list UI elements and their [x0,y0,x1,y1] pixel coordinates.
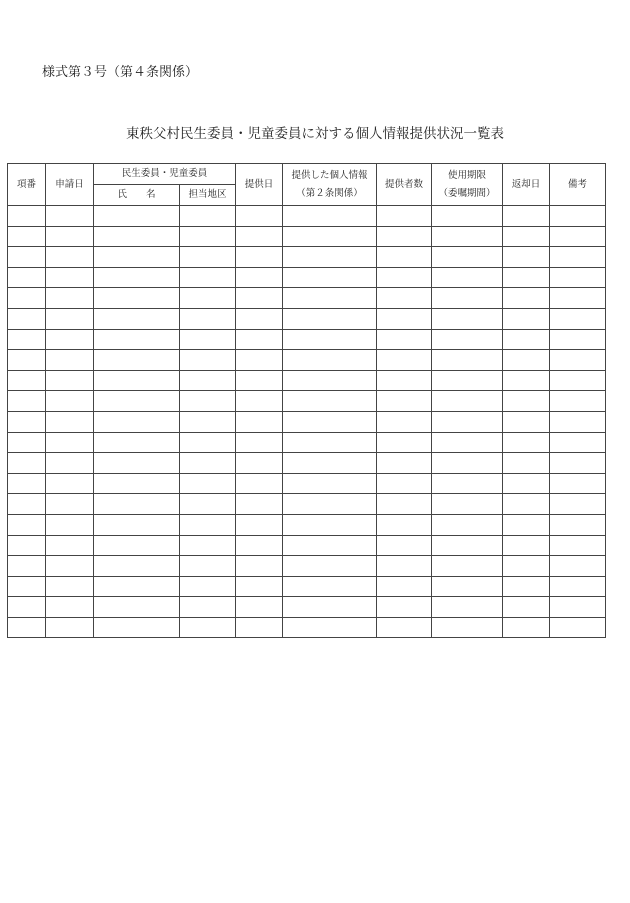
table-cell [377,453,432,474]
table-cell [8,576,46,597]
table-cell [432,535,503,556]
table-cell [283,370,377,391]
table-cell [432,556,503,577]
table-cell [8,453,46,474]
table-cell [94,617,180,638]
table-cell [236,370,283,391]
table-cell [503,617,550,638]
table-cell [236,329,283,350]
table-cell [180,329,236,350]
table-cell [236,288,283,309]
table-cell [283,576,377,597]
table-body [8,206,606,638]
table-cell [283,308,377,329]
table-cell [94,267,180,288]
header-remarks: 備考 [550,164,606,206]
table-cell [550,514,606,535]
table-cell [236,597,283,618]
table-cell [550,432,606,453]
table-cell [377,514,432,535]
table-cell [8,391,46,412]
table-cell [180,597,236,618]
table-cell [46,453,94,474]
table-cell [94,597,180,618]
table-cell [180,308,236,329]
table-cell [377,576,432,597]
table-cell [46,411,94,432]
table-cell [94,411,180,432]
table-cell [377,288,432,309]
table-cell [432,226,503,247]
table-cell [46,535,94,556]
table-cell [46,329,94,350]
table-cell [180,576,236,597]
header-district: 担当地区 [180,185,236,206]
table-cell [236,247,283,268]
table-cell [503,535,550,556]
table-cell [46,288,94,309]
table-cell [8,267,46,288]
table-cell [503,288,550,309]
table-cell [46,226,94,247]
table-cell [432,473,503,494]
table-cell [283,288,377,309]
table-cell [8,432,46,453]
table-cell [432,350,503,371]
table-cell [432,576,503,597]
table-cell [550,391,606,412]
table-cell [550,370,606,391]
table-cell [503,597,550,618]
header-application-date: 申請日 [46,164,94,206]
table-cell [180,617,236,638]
table-cell [46,206,94,227]
table-cell [180,411,236,432]
table-cell [180,432,236,453]
table-cell [236,576,283,597]
table-cell [8,556,46,577]
table-row [8,206,606,227]
table-cell [180,494,236,515]
table-cell [550,247,606,268]
table-cell [550,556,606,577]
table-cell [432,288,503,309]
table-cell [283,494,377,515]
table-cell [432,329,503,350]
table-cell [503,391,550,412]
table-cell [550,576,606,597]
table-row [8,267,606,288]
table-cell [236,267,283,288]
table-cell [8,514,46,535]
table-cell [503,206,550,227]
table-cell [94,576,180,597]
table-cell [503,453,550,474]
table-cell [377,350,432,371]
table-cell [236,473,283,494]
table-cell [503,308,550,329]
table-cell [550,617,606,638]
table-row [8,535,606,556]
table-cell [8,535,46,556]
table-cell [283,432,377,453]
header-provision-date: 提供日 [236,164,283,206]
table-cell [432,432,503,453]
table-cell [377,411,432,432]
table-cell [377,329,432,350]
table-cell [432,206,503,227]
table-cell [377,267,432,288]
table-cell [8,288,46,309]
table-cell [377,206,432,227]
table-cell [283,514,377,535]
table-cell [46,514,94,535]
table-row [8,308,606,329]
table-cell [180,370,236,391]
table-row [8,576,606,597]
table-cell [377,494,432,515]
table-cell [432,597,503,618]
table-cell [8,226,46,247]
table-cell [94,308,180,329]
table-cell [180,514,236,535]
table-cell [180,267,236,288]
table-cell [46,473,94,494]
table-cell [8,329,46,350]
table-cell [377,226,432,247]
table-cell [377,535,432,556]
table-cell [94,556,180,577]
table-cell [180,350,236,371]
table-cell [180,473,236,494]
table-cell [180,556,236,577]
table-cell [377,370,432,391]
table-cell [432,267,503,288]
table-cell [377,597,432,618]
table-cell [180,226,236,247]
table-cell [377,617,432,638]
table-cell [94,350,180,371]
table-cell [432,453,503,474]
provision-status-table [7,163,606,638]
header-item-no: 項番 [8,164,46,206]
table-header-row [8,164,606,185]
table-row [8,247,606,268]
table-cell [503,329,550,350]
table-cell [503,494,550,515]
table-row [8,556,606,577]
table-cell [8,370,46,391]
table-cell [503,556,550,577]
table-cell [236,494,283,515]
table-cell [180,535,236,556]
table-cell [283,617,377,638]
table-row [8,329,606,350]
table-cell [236,206,283,227]
table-cell [94,370,180,391]
table-cell [46,617,94,638]
table-cell [46,267,94,288]
table-cell [432,370,503,391]
table-cell [550,308,606,329]
table-cell [377,308,432,329]
table-cell [94,535,180,556]
table-cell [236,514,283,535]
table-cell [236,411,283,432]
header-usage-period-line2: （委嘱期間） [438,187,496,199]
table-cell [432,494,503,515]
table-row [8,391,606,412]
table-cell [503,576,550,597]
table-cell [503,226,550,247]
table-cell [283,556,377,577]
table-row [8,411,606,432]
table-cell [283,597,377,618]
table-cell [550,494,606,515]
table-cell [236,391,283,412]
table-cell [46,576,94,597]
table-cell [503,267,550,288]
table-cell [180,206,236,227]
table-cell [283,411,377,432]
table-row [8,432,606,453]
table-cell [503,411,550,432]
table-cell [377,391,432,412]
table-cell [180,453,236,474]
table-cell [8,494,46,515]
table-cell [94,473,180,494]
table-row [8,453,606,474]
table-cell [283,206,377,227]
table-row [8,494,606,515]
table-cell [432,391,503,412]
header-commissioner-group: 民生委員・児童委員 [94,164,236,185]
table-cell [550,350,606,371]
table-cell [46,370,94,391]
table-cell [283,453,377,474]
table-cell [550,288,606,309]
table-cell [432,411,503,432]
table-cell [377,432,432,453]
table-cell [283,350,377,371]
table-cell [8,308,46,329]
table-cell [550,206,606,227]
table-cell [236,350,283,371]
header-usage-period [432,164,503,206]
table-cell [236,556,283,577]
table-row [8,288,606,309]
table-cell [503,370,550,391]
table-cell [236,453,283,474]
table-cell [94,226,180,247]
table-cell [46,494,94,515]
table-cell [236,617,283,638]
table-cell [236,308,283,329]
table-cell [8,247,46,268]
table-cell [377,247,432,268]
header-return-date: 返却日 [503,164,550,206]
table-cell [94,329,180,350]
table-cell [550,453,606,474]
header-info-provided-line2: （第２条関係） [296,187,363,199]
table-cell [8,350,46,371]
header-name: 氏 名 [94,185,180,206]
table-cell [550,411,606,432]
table-row [8,597,606,618]
table-cell [8,473,46,494]
table-cell [283,267,377,288]
table-cell [550,473,606,494]
table-cell [550,329,606,350]
table-cell [94,288,180,309]
table-cell [94,453,180,474]
table-cell [46,597,94,618]
table-cell [180,288,236,309]
table-cell [283,473,377,494]
table-cell [432,308,503,329]
table-row [8,350,606,371]
table-cell [236,432,283,453]
table-cell [550,535,606,556]
table-cell [503,432,550,453]
table-cell [503,350,550,371]
header-recipient-count: 提供者数 [377,164,432,206]
table-cell [8,206,46,227]
table-cell [180,391,236,412]
table-cell [432,514,503,535]
table-row [8,473,606,494]
table-row [8,617,606,638]
table-cell [94,206,180,227]
table-cell [46,556,94,577]
table-cell [377,556,432,577]
table-cell [46,350,94,371]
table-cell [94,432,180,453]
table-cell [94,494,180,515]
table-cell [432,617,503,638]
table-cell [377,473,432,494]
header-info-provided [283,164,377,206]
table-cell [550,597,606,618]
table-cell [550,267,606,288]
table-cell [46,247,94,268]
table-cell [94,514,180,535]
table-cell [503,473,550,494]
table-cell [46,432,94,453]
table-row [8,514,606,535]
header-info-provided-line1: 提供した個人情報 [291,169,368,181]
document-title: 東秩父村民生委員・児童委員に対する個人情報提供状況一覧表 [126,126,504,142]
table-cell [283,226,377,247]
table-cell [283,329,377,350]
table-row [8,226,606,247]
table-cell [94,391,180,412]
table-cell [283,391,377,412]
header-usage-period-line1: 使用期限 [448,169,487,181]
table-cell [503,514,550,535]
table-cell [8,617,46,638]
table-row [8,370,606,391]
table-cell [180,247,236,268]
table-cell [8,597,46,618]
table-cell [503,247,550,268]
table-cell [46,391,94,412]
table-cell [550,226,606,247]
table-cell [236,535,283,556]
table-cell [8,411,46,432]
form-number: 様式第３号（第４条関係） [42,65,199,80]
table-cell [94,247,180,268]
table-cell [283,247,377,268]
table-cell [283,535,377,556]
table-cell [236,226,283,247]
table-cell [432,247,503,268]
table-cell [46,308,94,329]
